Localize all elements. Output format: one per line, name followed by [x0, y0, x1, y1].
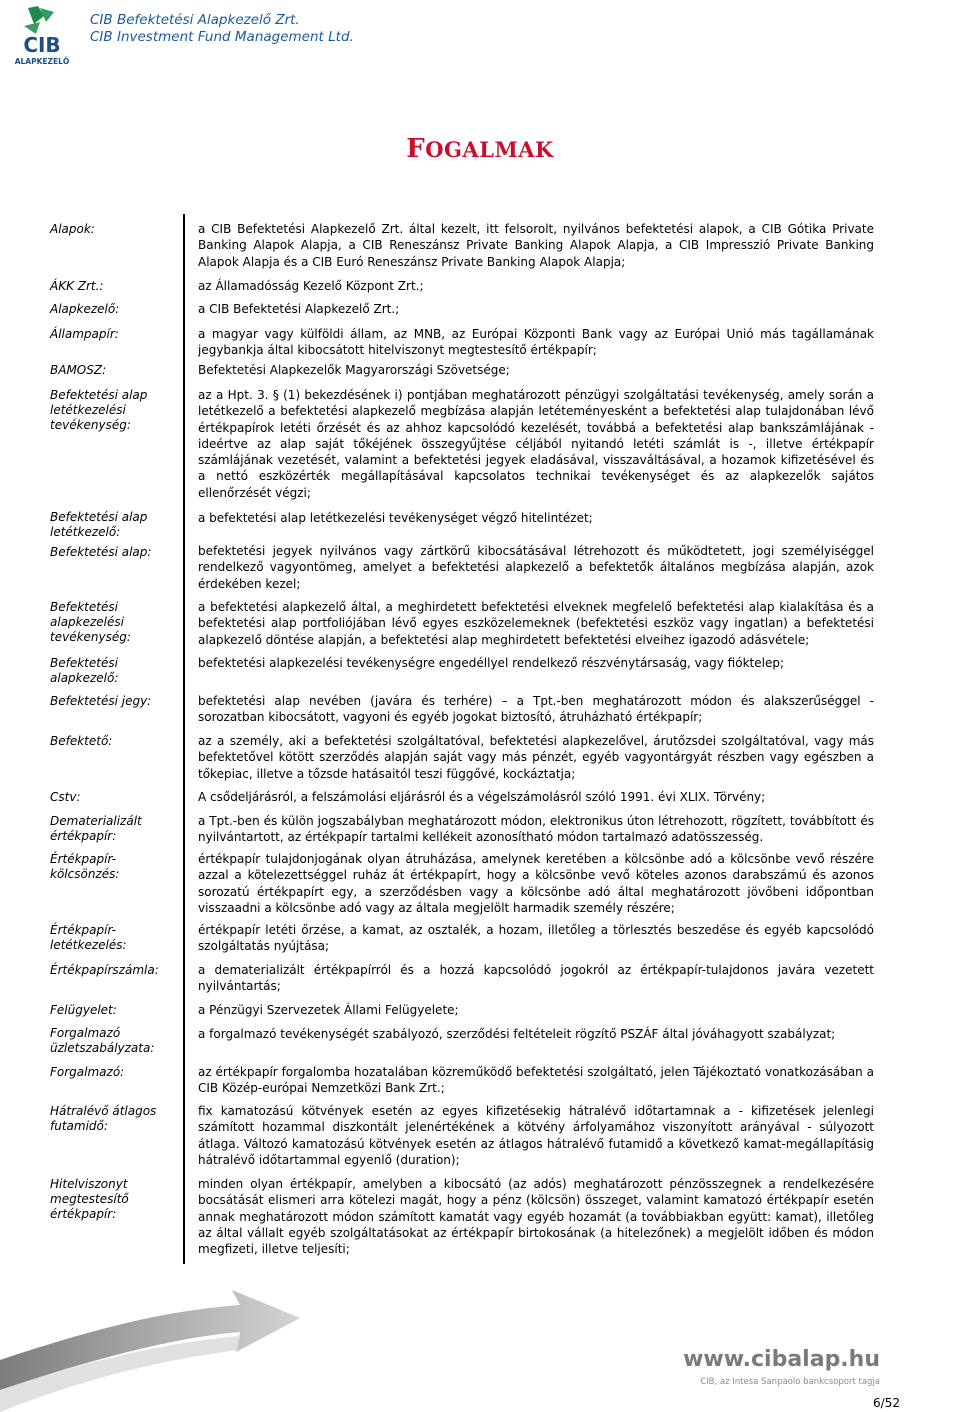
column-divider — [183, 214, 185, 1264]
footer-tagline: CIB, az Intesa Sanpaolo bankcsoport tagja — [700, 1377, 880, 1387]
term-definition: a forgalmazó tevékenységét szabályozó, szerződési feltételeit rögzítő PSZÁF által jóváhagyott szabályzat; — [198, 1027, 836, 1041]
term-label: Hátralévő átlagos futamidő: — [50, 1104, 157, 1133]
term-label: Felügyelet: — [50, 1003, 117, 1017]
term-definition: befektetési alapkezelési tevékenységre engedéllyel rendelkező részvénytársaság, vagy fióktelep; — [198, 656, 784, 670]
term-label: Forgalmazó: — [50, 1065, 125, 1079]
term-label: Alapkezelő: — [50, 302, 120, 316]
page-title — [0, 134, 960, 164]
term-definition: a magyar vagy külföldi állam, az MNB, az Európai Központi Bank vagy az Európai Unió más tagállamának jegybankja által kibocsátott hitelviszonyt megtestesítő értékpapír; — [198, 327, 874, 358]
term-label: ÁKK Zrt.: — [50, 279, 104, 293]
title-rest: OGALMAK — [425, 137, 554, 162]
term-definition: a Tpt.-ben és külön jogszabályban meghatározott módon, elektronikus úton létrehozott, rögzített, továbbított és nyilvántartott, az értékpapír tartalmi kellékeit azonosítható módon tartalmazó adatösszesség. — [198, 814, 874, 845]
term-definition: a befektetési alapkezelő által, a meghirdetett befektetési elveknek megfelelő befektetési alap kialakítása és a befektetési alap portfoliójában lévő egyes eszközelemeknek (befektetési eszköz vagy ingatlan) a befektetési alapkezelő döntése alapján, a befektetési alap meghirdetett befektetési elveihez igazodó adásvétele; — [198, 600, 874, 647]
term-label: Befektetési alap letétkezelési tevékenység: — [50, 388, 148, 432]
term-label: Befektetési alap letétkezelő: — [50, 510, 148, 539]
title-first-letter: F — [406, 134, 426, 164]
term-label: Értékpapírszámla: — [50, 963, 159, 977]
term-definition: a CIB Befektetési Alapkezelő Zrt.; — [198, 302, 400, 316]
term-definition: az értékpapír forgalomba hozatalában közreműködő befektetési szolgáltató, jelen Tájékoztató vonatkozásában a CIB Közép-európai Nemzetközi Bank Zrt.; — [198, 1065, 874, 1096]
term-definition: a befektetési alap letétkezelési tevékenységet végző hitelintézet; — [198, 511, 593, 525]
term-label: Befektető: — [50, 734, 113, 748]
company-name-en: CIB Investment Fund Management Ltd. — [90, 29, 354, 45]
term-label: Befektetési jegy: — [50, 694, 152, 708]
term-definition: befektetési alap nevében (javára és terhére) – a Tpt.-ben meghatározott módon és alakszerűséggel - sorozatban kibocsátott, vagyoni és egyéb jogokat biztosító, átruházható értékpapír; — [198, 694, 874, 725]
term-definition: minden olyan értékpapír, amelyben a kibocsátó (az adós) meghatározott pénzösszegnek a rendelkezésére bocsátását elismeri arra kötelezi magát, hogy a pénz (kölcsön) összeget, valamint kamatozó értékpapír esetén annak meghatározott módon számított kamatát vagy egyéb hozamát (a továbbiakban együtt: kamat), illetőleg az által vállalt egyéb szolgáltatásokat az értékpapír birtokosának (a hitelezőnek) a megjelölt időben és módon megfizeti, illetve teljesíti; — [198, 1177, 874, 1257]
term-label: Értékpapír-letétkezelés: — [50, 923, 127, 952]
term-label: Befektetési alapkezelő: — [50, 656, 119, 685]
term-definition: befektetési jegyek nyilvános vagy zártkörű kibocsátásával létrehozott és működtetett, jogi személyiséggel rendelkező vagyontömeg, amelyet a befektetési alapkezelő a befektetők általános megbízása alapján, azok érdekében kezel; — [198, 544, 874, 591]
term-label: Forgalmazó üzletszabályzata: — [50, 1026, 155, 1055]
term-definition: a dematerializált értékpapírról és a hozzá kapcsolódó jogokról az értékpapír-tulajdonos javára vezetett nyilvántartás; — [198, 963, 874, 994]
company-names — [90, 12, 354, 46]
term-definition: fix kamatozású kötvények esetén az egyes kifizetésekig hátralévő időtartamnak a - kifizetések jelenlegi számított hozammal diszkontált jelenértékének a kötvény árfolyamához viszonyított arányával - súlyozott átlaga. Változó kamatozású kötvények esetén az átlagos hátralévő futamidő a következő kamat-megállapításig hátralévő időtartammal egyenlő (duration); — [198, 1104, 874, 1167]
term-label: Hitelviszonyt megtestesítő értékpapír: — [50, 1177, 129, 1221]
term-label: Befektetési alapkezelési tevékenység: — [50, 600, 131, 644]
page-number: 6/52 — [873, 1396, 900, 1410]
term-definition: az Államadósság Kezelő Központ Zrt.; — [198, 279, 424, 293]
term-label: Értékpapír-kölcsönzés: — [50, 852, 120, 881]
arrow-decoration-icon — [0, 1290, 300, 1390]
cib-logo — [10, 4, 74, 68]
page-footer — [0, 1280, 960, 1412]
term-definition: a CIB Befektetési Alapkezelő Zrt. által kezelt, itt felsorolt, nyilvános befektetési alapok, a CIB Gótika Private Banking Alapok Alapja, a CIB Reneszánsz Private Banking Alapok Alapja, a CIB Impresszió Private Banking Alapok Alapja és a CIB Euró Reneszánsz Private Banking Alapok Alapja; — [198, 222, 874, 269]
term-definition: az a Hpt. 3. § (1) bekezdésének i) pontjában meghatározott pénzügyi szolgáltatási tevékenység, amely során a letétkezelő a befektetési alapkezelő megbízása alapján letéteményesként a befektetési alap tulajdonában lévő értékpapírok letéti őrzését és az ahhoz kapcsolódó kezelését, továbbá a befektetési alap bankszámlájának - ideértve az alap saját tőkéjének összegyűjtése céljából nyitandó letéti számlát is -, illetve értékpapír számlájának vezetését, valamint a befektetési jegyek eladásával, visszaváltásával, a hozamok kifizetésével és a nettó eszközérték megállapításával kapcsolatos technikai tevékenységet és az alapkezelők sajátos ellenőrzését végzi; — [198, 388, 874, 500]
term-definition: a Pénzügyi Szervezetek Állami Felügyelete; — [198, 1003, 459, 1017]
footer-url: www.cibalap.hu — [683, 1347, 880, 1372]
term-definition: Befektetési Alapkezelők Magyarországi Szövetsége; — [198, 363, 510, 377]
term-label: Cstv: — [50, 790, 81, 804]
term-label: Alapok: — [50, 222, 95, 236]
company-name-hu: CIB Befektetési Alapkezelő Zrt. — [90, 12, 300, 28]
term-label: Befektetési alap: — [50, 545, 152, 559]
term-definition: értékpapír letéti őrzése, a kamat, az osztalék, a hozam, illetőleg a törlesztés beszedése és egyéb kapcsolódó szolgáltatás nyújtása; — [198, 923, 874, 954]
term-definition: értékpapír tulajdonjogának olyan átruházása, amelynek keretében a kölcsönbe adó a kölcsönbe vevő részére azzal a kötelezettséggel ruház át értékpapírt, hogy a kölcsönbe vevő köteles azonos darabszámú és azonos sorozatú értékpapírt egy, a szerződésben vagy a kölcsönbe adó által meghatározott jövőbeni időpontban visszaadni a kölcsönbe adó vagy az általa megjelölt harmadik személy részére; — [198, 852, 874, 915]
page-header — [0, 0, 960, 70]
svg-text:ALAPKEZELŐ: ALAPKEZELŐ — [14, 57, 70, 66]
term-label: Állampapír: — [50, 327, 119, 341]
term-label: BAMOSZ: — [50, 363, 107, 377]
svg-text:CIB: CIB — [23, 33, 61, 57]
term-label: Dematerializált értékpapír: — [50, 814, 142, 843]
term-definition: A csődeljárásról, a felszámolási eljárásról és a végelszámolásról szóló 1991. évi XLIX. Törvény; — [198, 790, 766, 804]
term-definition: az a személy, aki a befektetési szolgáltatóval, befektetési alapkezelővel, árutőzsdei szolgáltatóval, vagy más befektetővel kötött szerződés alapján saját vagy más pénzét, egyéb vagyontárgyát részben vagy egészben a tőkepiac, illetve a tőzsde hatásaitól teszi függővé, kockáztatja; — [198, 734, 874, 781]
